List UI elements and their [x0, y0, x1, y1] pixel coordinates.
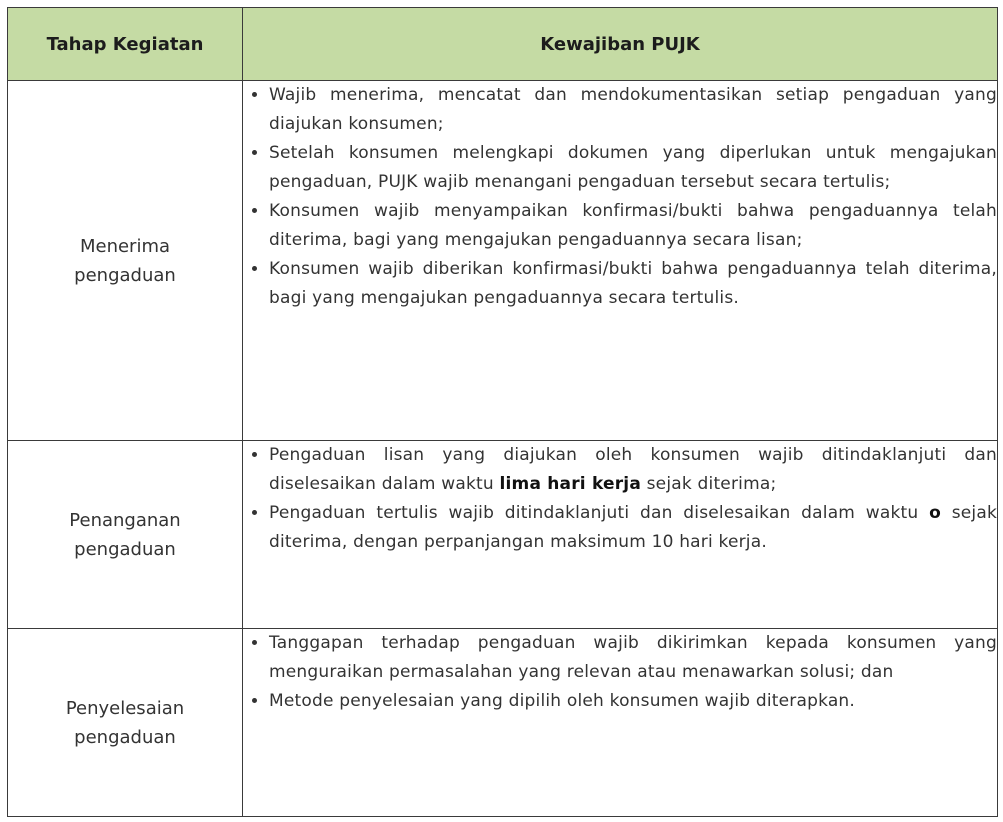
stage-cell [8, 441, 243, 629]
item-text: sejak diterima, dengan perpanjangan maksimum 10 hari kerja. [269, 503, 997, 552]
duties-cell [243, 629, 998, 817]
stage-label-line1: Penyelesaian [65, 697, 185, 719]
duty-list [243, 629, 997, 716]
list-item: • Metode penyelesaian yang dipilih oleh konsumen wajib diterapkan. [269, 687, 997, 716]
list-item: • Wajib menerima, mencatat dan mendokumentasikan setiap pengaduan yang diajukan konsumen; [269, 81, 997, 139]
stage-label-line1: Penanganan [69, 509, 181, 531]
emphasis-text: lima hari kerja [499, 474, 642, 494]
list-item: • Konsumen wajib menyampaikan konfirmasi/bukti bahwa pengaduannya telah diterima, bagi yang mengajukan pengaduannya secara lisan; [269, 197, 997, 255]
item-text: Pengaduan lisan yang diajukan oleh konsumen wajib ditindaklanjuti dan diselesaikan dalam waktu [269, 445, 997, 494]
item-text: Pengaduan tertulis wajib ditindaklanjuti dan diselesaikan dalam waktu [269, 503, 930, 523]
table-row [8, 441, 998, 629]
list-item: • Tanggapan terhadap pengaduan wajib dikirimkan kepada konsumen yang menguraikan permasalahan yang relevan atau menawarkan solusi; dan [269, 629, 997, 687]
list-item: • Setelah konsumen melengkapi dokumen yang diperlukan untuk mengajukan pengaduan, PUJK wajib menangani pengaduan tersebut secara tertulis; [269, 139, 997, 197]
stage-cell [8, 629, 243, 817]
emphasis-text: o [929, 503, 941, 523]
duties-cell [243, 81, 998, 441]
stage-label-line2: pengaduan [74, 538, 176, 560]
stage-label-line2: pengaduan [74, 264, 176, 286]
header-duties: Kewajiban PUJK [243, 8, 998, 81]
duties-cell [243, 441, 998, 629]
duty-list [243, 81, 997, 313]
table-header-row [8, 8, 998, 81]
list-item [269, 499, 997, 557]
duty-list [243, 441, 997, 557]
stage-label-line2: pengaduan [74, 726, 176, 748]
table-row [8, 81, 998, 441]
stage-label-line1: Menerima [79, 235, 171, 257]
header-stage: Tahap Kegiatan [8, 8, 243, 81]
stage-cell [8, 81, 243, 441]
list-item [269, 441, 997, 499]
item-text: sejak diterima; [641, 474, 777, 494]
obligations-table [7, 7, 998, 817]
table-row [8, 629, 998, 817]
list-item: • Konsumen wajib diberikan konfirmasi/bukti bahwa pengaduannya telah diterima, bagi yang mengajukan pengaduannya secara tertulis. [269, 255, 997, 313]
